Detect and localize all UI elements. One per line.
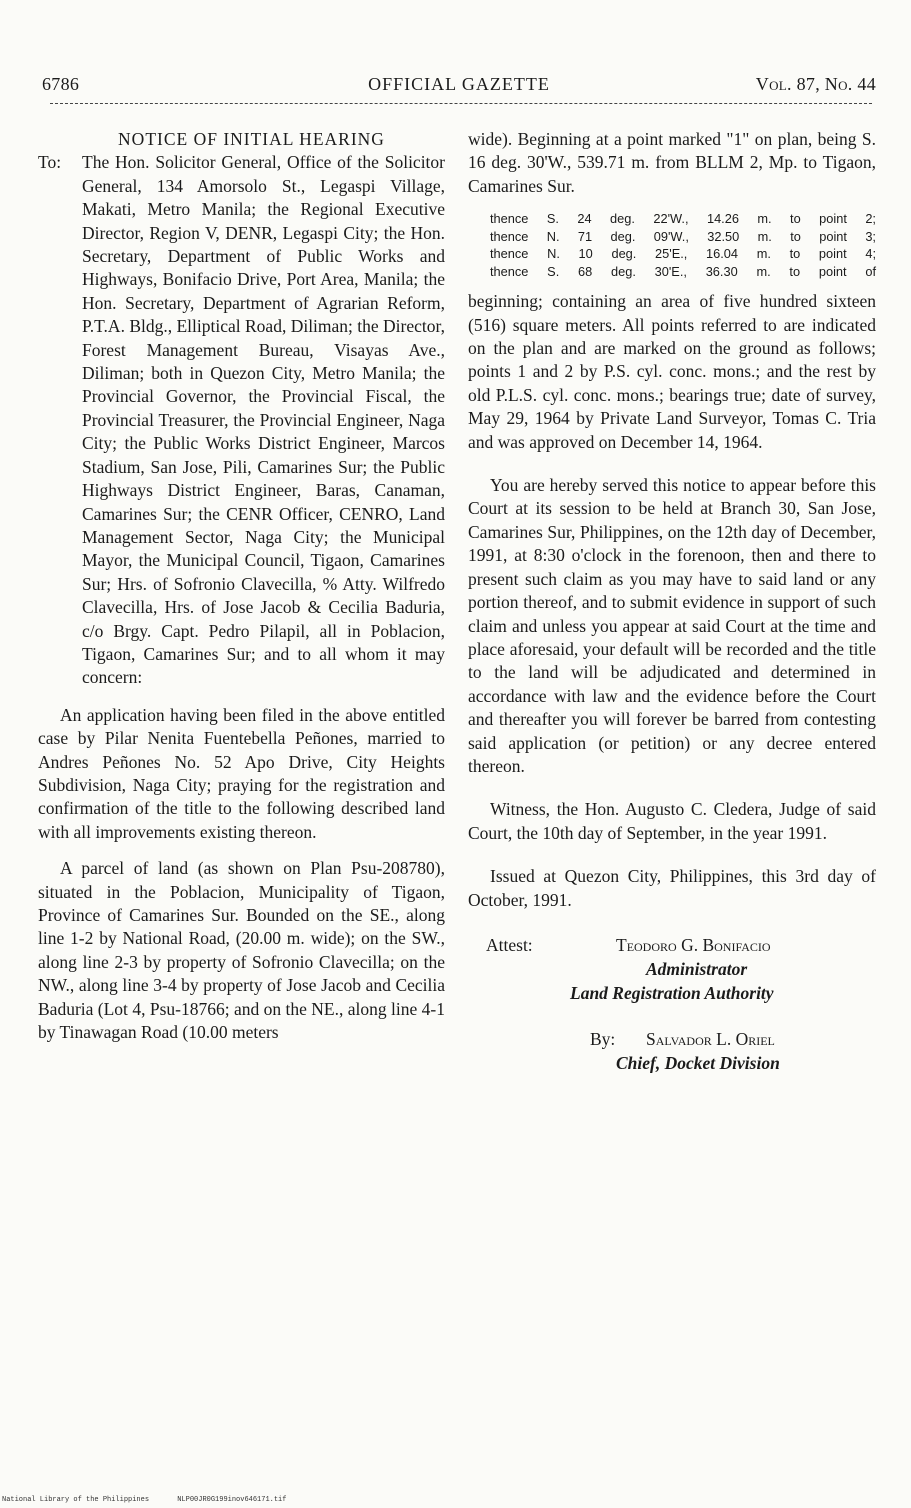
course-line: thence S. 68 deg. 30'E., 36.30 m. to point of [490,263,876,279]
witness-paragraph: Witness, the Hon. Augusto C. Cledera, Judge of said Court, the 10th day of September, in the year 1991. [468,799,876,843]
left-column [38,128,445,1044]
signatory-title: Chief, Docket Division [616,1052,780,1073]
parcel-paragraph: A parcel of land (as shown on Plan Psu-208780), situated in the Poblacion, Municipality of Tigaon, Province of Camarines Sur. Bounded on the SE., along line 1-2 by National Road, (20.00 m. wide); on the SW., along line 2-3 by property of Sofronio Clavecilla; on the NW., along line 3-4 by property of Jose Jacob and Cecilia Baduria (Lot 4, Psu-18766; and on the NE., along line 4-1 by Tinawagan Road (10.00 meters [38,858,445,1043]
issued-paragraph: Issued at Quezon City, Philippines, this 3rd day of October, 1991. [468,866,876,910]
header-rule [50,103,872,104]
beginning-paragraph: beginning; containing an area of five hundred sixteen (516) square meters. All points referred to are indicated on the plan and are marked on the ground as follows; points 1 and 2 by P.S. cyl. conc. mons.; and the rest by old P.L.S. cyl. conc. mons.; bearings true; date of survey, May 29, 1964 by Private Land Surveyor, Tomas C. Tria and was approved on December 14, 1964. [468,291,876,452]
attest-title: Administrator [646,958,748,979]
course-line: thence S. 24 deg. 22'W., 14.26 m. to point 2; [490,211,876,227]
served-paragraph: You are hereby served this notice to appear before this Court at its session to be held at Branch 30, San Jose, Camarines Sur, Philippines, on the 12th day of December, 1991, at 8:30 o'clock in the forenoon, then and there to present such claim as you may have to said land or any portion thereof, and to submit evidence in support of such claim and unless you appear at said Court at the time and place aforesaid, your default will be recorded and the title to the land will be adjudicated and determined in accordance with law and the evidence before the Court and thereafter you will forever be barred from contesting said application (or petition) or any decree entered thereon. [468,475,876,776]
course-line: thence N. 10 deg. 25'E., 16.04 m. to point 4; [490,246,876,262]
right-column [468,128,876,1078]
file-label: NLP00JR0G199inov646171.tif [177,1496,287,1504]
addressees [38,151,445,689]
to-label: To: [38,152,62,173]
addressee-list: The Hon. Solicitor General, Office of the Solicitor General, 134 Amorsolo St., Legaspi Village, Makati, Metro Manila; the Regional Executive Director, Region V, DENR, Legaspi City; the Hon. Secretary, Department of Public Works and Highways, Bonifacio Drive, Port Area, Manila; the Hon. Secretary, Department of Agrarian Reform, P.T.A. Bldg., Elliptical Road, Diliman; the Director, Forest Management Bureau, Visayas Ave., Diliman; both in Quezon City, Metro Manila; the Provincial Governor, the Provincial Fiscal, the Provincial Treasurer, the Provincial Engineer, Naga City; the Public Works District Engineer, Marcos Stadium, San Jose, Pili, Camarines Sur; the Public Highways District Engineer, Baras, Canaman, Camarines Sur; the CENR Officer, CENRO, Land Management Sector, Naga City; the Municipal Mayor, the Municipal Council, Tigaon, Camarines Sur; Hrs. of Sofronio Clavecilla, % Atty. Wilfredo Clavecilla, Hrs. of Jose Jacob & Cecilia Baduria, c/o Brgy. Capt. Pedro Pilapil, all in Poblacion, Tigaon, Camarines Sur; and to all whom it may concern: [82,152,446,688]
attest-agency: Land Registration Authority [570,982,774,1003]
publication-title: OFFICIAL GAZETTE [368,74,550,94]
signatory-block [468,1028,876,1078]
page-number: 6786 [42,74,80,94]
page-header [42,74,876,104]
attest-label: Attest: [486,934,533,955]
course-line: thence N. 71 deg. 09'W., 32.50 m. to point 3; [490,228,876,244]
survey-courses [490,210,876,280]
attest-name: Teodoro G. Bonifacio [616,934,771,955]
signatory-name: Salvador L. Oriel [646,1028,775,1049]
volume-issue: Vol. 87, No. 44 [755,74,876,94]
application-paragraph: An application having been filed in the above entitled case by Pilar Nenita Fuentebella Peñones, married to Andres Peñones No. 52 Apo Drive, City Heights Subdivision, Naga City; praying for the registration and confirmation of the title to the following described land with all improvements existing thereon. [38,704,445,842]
by-label: By: [590,1028,616,1049]
library-label: National Library of the Philippines [2,1496,150,1504]
notice-title: NOTICE OF INITIAL HEARING [118,129,385,149]
attestation-block [468,934,876,1014]
parcel-paragraph-continued: wide). Beginning at a point marked "1" on plan, being S. 16 deg. 30'W., 539.71 m. from BLLM 2, Mp. to Tigaon, Camarines Sur. [468,129,876,196]
scan-footer [2,1496,310,1504]
